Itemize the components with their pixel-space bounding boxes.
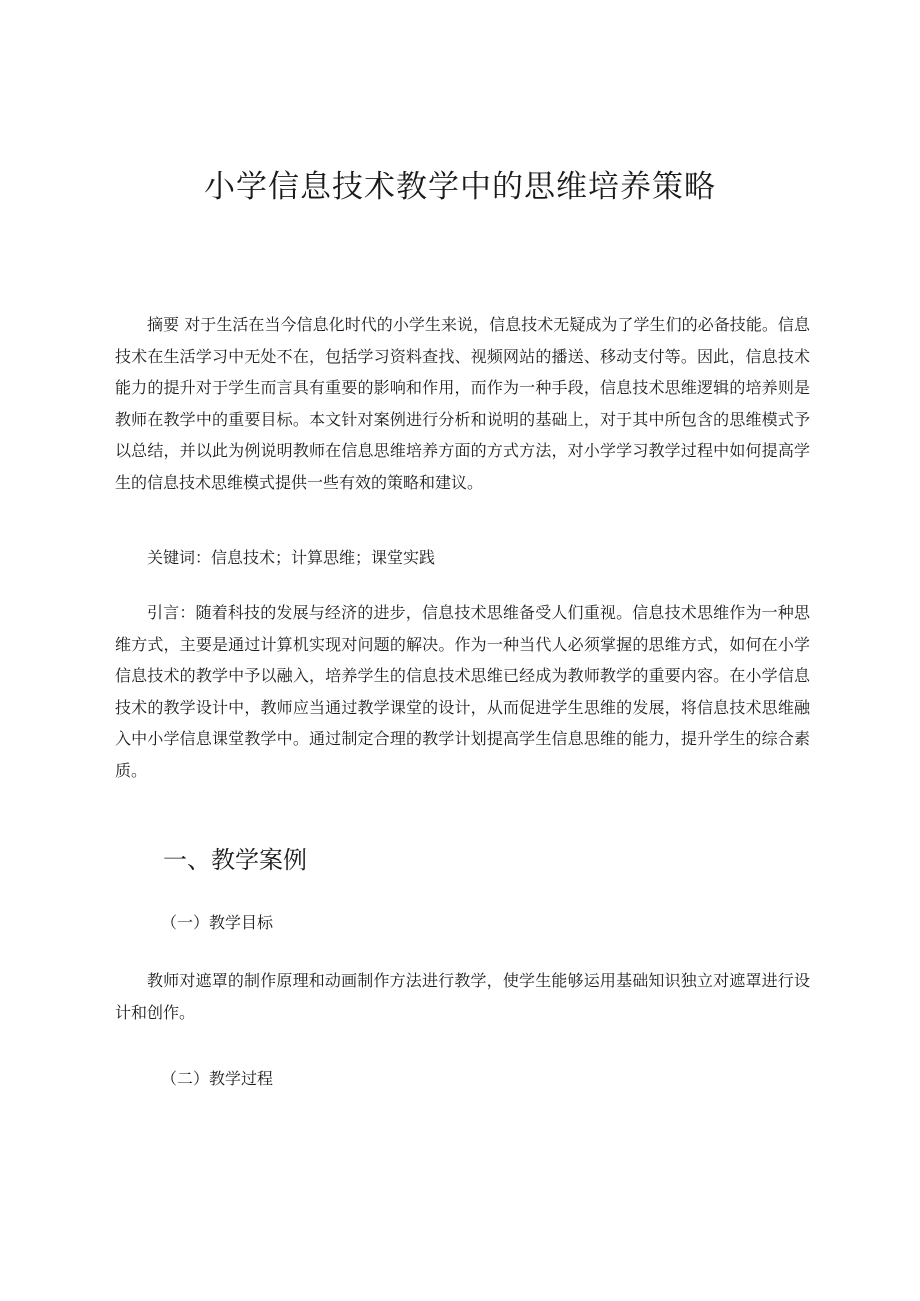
subheading-teaching-process: （二）教学过程	[161, 1069, 274, 1088]
document-title: 小学信息技术教学中的思维培养策略	[204, 169, 716, 205]
section-heading-teaching-case: 一、教学案例	[163, 846, 307, 874]
subheading-teaching-objectives: （一）教学目标	[161, 913, 274, 932]
abstract-label: 摘要	[147, 315, 180, 334]
introduction-paragraph: 引言：随着科技的发展与经济的进步，信息技术思维备受人们重视。信息技术思维作为一种思维方式，主要是通过计算机实现对问题的解决。作为一种当代人必须掌握的思维方式，如何在小学信息技术的教学中予以融入，培养学生的信息技术思维已经成为教师教学的重要内容。在小学信息技术的教学设计中，教师应当通过教学课堂的设计，从而促进学生思维的发展，将信息技术思维融入中小学信息课堂教学中。通过制定合理的教学计划提高学生信息思维的能力，提升学生的综合素质。	[115, 603, 810, 780]
abstract-paragraph	[115, 309, 810, 498]
teaching-objectives-paragraph: 教师对遮罩的制作原理和动画制作方法进行教学，使学生能够运用基础知识独立对遮罩进行设计和创作。	[115, 971, 810, 1022]
keywords-paragraph: 关键词：信息技术；计算思维；课堂实践	[147, 548, 436, 567]
abstract-text: 对于生活在当今信息化时代的小学生来说，信息技术无疑成为了学生们的必备技能。信息技术在生活学习中无处不在，包括学习资料查找、视频网站的播送、移动支付等。因此，信息技术能力的提升对于学生而言具有重要的影响和作用，而作为一种手段，信息技术思维逻辑的培养则是教师在教学中的重要目标。本文针对案例进行分析和说明的基础上，对于其中所包含的思维模式予以总结，并以此为例说明教师在信息思维培养方面的方式方法，对小学学习教学过程中如何提高学生的信息技术思维模式提供一些有效的策略和建议。	[115, 315, 810, 492]
